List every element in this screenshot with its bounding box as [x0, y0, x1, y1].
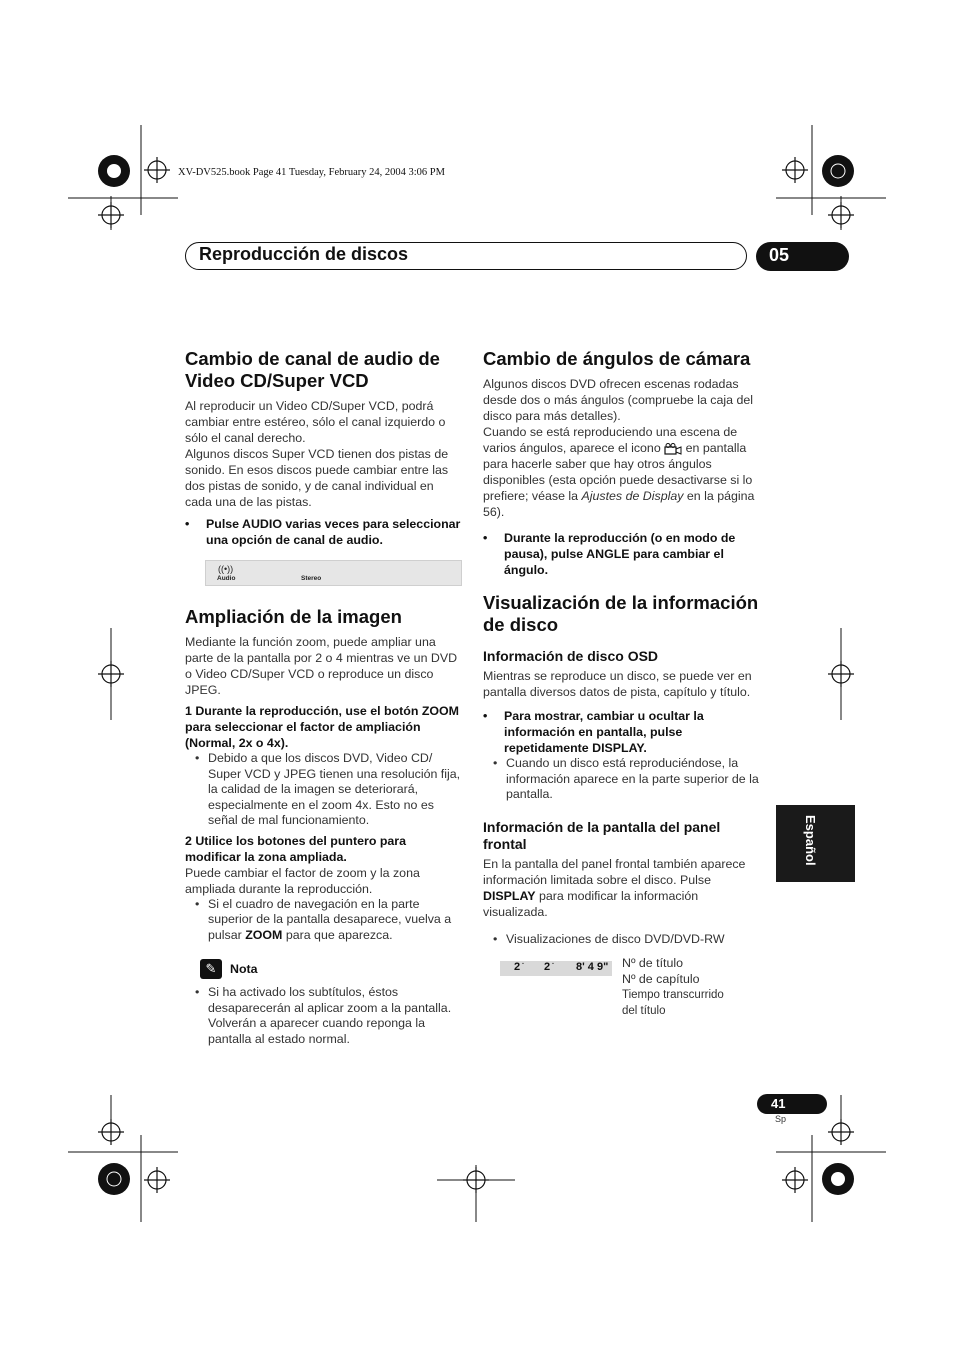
front-panel-display: 2 · 2 · 8' 4 9" — [500, 961, 612, 976]
section-title-audio: Cambio de canal de audio de Video CD/Super VCD — [185, 348, 440, 391]
note-bullet: • Si ha activado los subtítulos, éstos desaparecerán al aplicar zoom a la pantalla. Volverán a aparecer cuando reponga la pantalla al estado normal. — [185, 985, 461, 1047]
left-column — [185, 348, 461, 1047]
note-header — [200, 959, 461, 979]
camera-angle-icon — [664, 443, 682, 455]
chapter-title: Reproducción de discos — [199, 244, 409, 264]
instruction-angle: • Durante la reproducción (o en modo de pausa), pulse ANGLE para cambiar el ángulo. — [483, 530, 759, 578]
note-label: Nota — [230, 962, 258, 976]
section-title-angle: Cambio de ángulos de cámara — [483, 348, 751, 369]
subsection-front-panel: Información de la pantalla del panel frontal — [483, 818, 721, 852]
step-2: 2 Utilice los botones del puntero para modificar la zona ampliada. — [185, 833, 407, 864]
bullet-item: • Si el cuadro de navegación en la parte superior de la pantalla desaparece, vuelva a pulsar ZOOM para que aparezca. — [185, 897, 461, 944]
paragraph: En la pantalla del panel frontal también aparece información limitada sobre el disco. Pulse DISPLAY para modificar la información visualizada. — [483, 856, 746, 919]
legend-chapter: Nº de capítulo — [622, 972, 700, 986]
page-language: Sp — [775, 1114, 787, 1124]
osd-label: Audio — [217, 575, 236, 582]
paragraph: Puede cambiar el factor de zoom y la zona ampliada durante la reproducción. — [185, 865, 420, 896]
paragraph: Mientras se reproduce un disco, se puede ver en pantalla diversos datos de pista, capítulo y título. — [483, 669, 752, 699]
audio-icon: ((•)) — [218, 564, 234, 574]
language-label: Español — [803, 815, 818, 866]
section-title-display: Visualización de la información de disco — [483, 592, 759, 635]
front-panel-example — [500, 955, 759, 1019]
instruction-audio: • Pulse AUDIO varias veces para seleccionar una opción de canal de audio. — [185, 516, 461, 548]
chapter-number: 05 — [756, 242, 849, 271]
section-title-zoom: Ampliación de la imagen — [185, 606, 402, 627]
display-legend — [622, 955, 724, 1019]
right-column — [483, 348, 759, 1019]
paragraph: Mediante la función zoom, puede ampliar una parte de la pantalla por 2 o 4 mientras ve un DVD o Video CD/Super VCD o reproduce un disco JPEG. — [185, 635, 458, 697]
paragraph: Al reproducir un Video CD/Super VCD, podrá cambiar entre estéreo, sólo el canal izquierdo o sólo el canal derecho. — [185, 399, 446, 445]
legend-time: Tiempo transcurrido — [622, 989, 724, 1001]
language-tab — [776, 805, 855, 882]
pencil-icon: ✎ — [200, 959, 222, 979]
paragraph: Algunos discos Super VCD tienen dos pistas de sonido. En esos discos puede cambiar entre las dos pistas de sonido, y de canal individual en cada una de las pistas. — [185, 447, 449, 509]
paragraph: Algunos discos DVD ofrecen escenas rodadas desde dos o más ángulos (compruebe la caja del disco para más detalles). — [483, 377, 754, 423]
legend-time-2: del título — [622, 1005, 666, 1017]
osd-value: Stereo — [301, 575, 322, 582]
subsection-osd: Información de disco OSD — [483, 648, 659, 664]
paragraph: Cuando se está reproduciendo una escena de varios ángulos, aparece el icono en pantalla para hacerle saber que hay otros ángulos disponibles (esta opción puede desactivarse si lo prefiere; véase la Ajustes de Display en la página 56). — [483, 425, 755, 519]
audio-osd-display — [205, 560, 462, 586]
step-1: 1 Durante la reproducción, use el botón ZOOM para seleccionar el factor de ampliación (Normal, 2x o 4x). — [185, 704, 460, 750]
legend-title: Nº de título — [622, 956, 684, 970]
page-number: 41 — [757, 1094, 827, 1114]
bullet-item: • Debido a que los discos DVD, Video CD/ Super VCD y JPEG tienen una resolución fija, la calidad de la imagen se deteriorará, especialmente en el zoom 4x. Esto no es señal de mal funcionamiento. — [185, 751, 461, 829]
bullet-item: • Cuando un disco está reproduciéndose, la información aparece en la parte superior de la pantalla. — [483, 756, 759, 803]
bullet-item: • Visualizaciones de disco DVD/DVD-RW — [483, 932, 759, 948]
book-info: XV-DV525.book Page 41 Tuesday, February 24, 2004 3:06 PM — [178, 167, 445, 178]
instruction-display: • Para mostrar, cambiar u ocultar la información en pantalla, pulse repetidamente DISPLAY. — [483, 708, 759, 756]
